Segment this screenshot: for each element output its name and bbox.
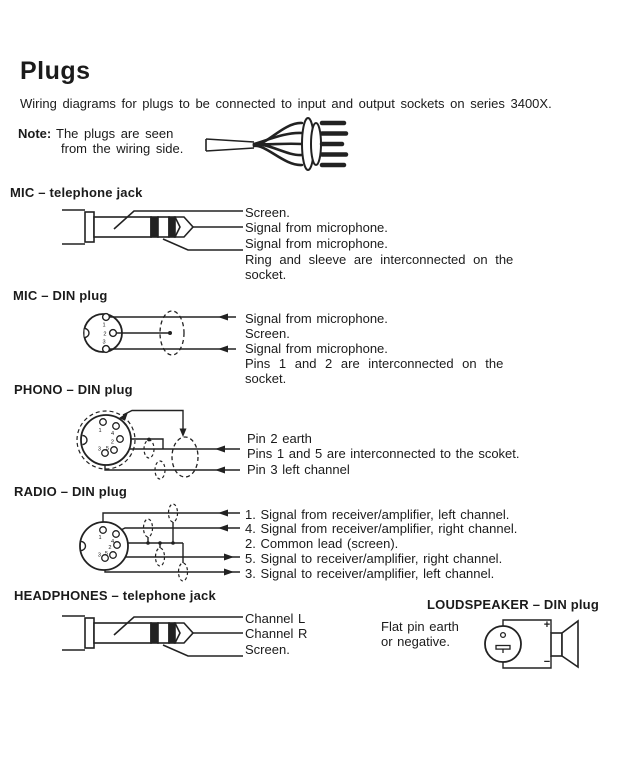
pin-circle-1 (103, 314, 110, 321)
wiring-side-plug-diagram (204, 116, 352, 174)
din-5pin-radio-diagram (58, 503, 243, 585)
din-5pin-phono-diagram (58, 404, 243, 484)
speaker-driver (551, 633, 562, 656)
phono-label-3: Pin 3 left channel (247, 462, 350, 477)
section-heading-phono: PHONO – DIN plug (14, 382, 133, 397)
section-heading-radio: RADIO – DIN plug (14, 484, 127, 499)
section-heading-headphones: HEADPHONES – telephone jack (14, 588, 216, 603)
radio-label-5: 3. Signal to receiver/amplifier, left channel. (245, 566, 495, 581)
headphones-label-3: Screen. (245, 642, 290, 657)
note-line-1: The plugs are seen (56, 126, 174, 141)
arrow-left-icon (218, 525, 228, 532)
jack-sleeve (94, 623, 151, 643)
jack-collar (85, 618, 94, 648)
mic-jack-note-line-2: socket. (245, 267, 287, 282)
pin-circle-1 (100, 419, 107, 426)
mic-din-note-line-2: socket. (245, 371, 287, 386)
jack-ring (158, 623, 169, 643)
insulator-band-1 (151, 623, 158, 643)
din-connector-outline (485, 626, 521, 662)
wires (109, 317, 236, 349)
minus-terminal-label: − (543, 656, 551, 668)
arrow-left-icon (218, 346, 228, 353)
pin-number-5: 5 (105, 446, 109, 452)
mic-din-note-line-1: Pins 1 and 2 are interconnected on the (245, 356, 504, 371)
pin-number-3: 3 (97, 446, 101, 453)
jack-collar (85, 212, 94, 242)
mic-jack-label-2: Signal from microphone. (245, 220, 388, 235)
pin-circle-5 (110, 552, 117, 559)
arrow-left-icon (218, 510, 228, 517)
pin-circle-4 (113, 423, 120, 430)
leader-ring (163, 239, 243, 250)
speaker-cone-icon (562, 621, 578, 667)
pin-number-2: 2 (103, 331, 107, 338)
phone-jack-diagram-mic (58, 198, 243, 256)
arrow-left-icon (218, 314, 228, 321)
arrow-left-icon (215, 467, 225, 474)
cable-screen-symbol (172, 437, 198, 477)
section-heading-loudspeaker: LOUDSPEAKER – DIN plug (427, 597, 599, 612)
jack-tip (175, 623, 193, 643)
insulator-band-2 (169, 623, 175, 643)
pin-number-2: 2 (110, 439, 114, 446)
intro-text: Wiring diagrams for plugs to be connected to input and output sockets on series 3400X. (20, 96, 552, 111)
headphones-label-2: Channel R (245, 626, 308, 641)
pin-circle-2 (110, 330, 117, 337)
note-label: Note: (18, 126, 52, 141)
pin-number-2: 2 (108, 545, 112, 551)
loudspeaker-note-line-1: Flat pin earth (381, 619, 459, 634)
pin-number-3: 3 (97, 552, 101, 559)
junction-dot (158, 541, 162, 545)
pin-circle-2 (114, 542, 121, 549)
radio-label-4: 5. Signal to receiver/amplifier, right channel. (245, 551, 503, 566)
screen-junction-dot (168, 331, 172, 335)
arrow-down-icon (180, 429, 187, 438)
leader-screen (163, 645, 243, 656)
cable-wires (254, 123, 302, 165)
section-heading-mic-jack: MIC – telephone jack (10, 185, 143, 200)
headphones-label-1: Channel L (245, 611, 306, 626)
phone-jack-diagram-headphones (58, 604, 243, 662)
mic-jack-label-1: Screen. (245, 205, 290, 220)
loudspeaker-note-line-2: or negative. (381, 634, 450, 649)
keyway-notch (83, 436, 88, 445)
jack-sleeve (94, 217, 151, 237)
pin-number-1: 1 (98, 428, 102, 434)
keyway-notch (85, 329, 90, 338)
pin-number-4: 4 (110, 431, 115, 437)
jack-tip (175, 217, 193, 237)
junction-dot (147, 438, 151, 442)
arrow-right-icon (224, 569, 234, 576)
pin-circle-5 (111, 447, 118, 454)
arrow-right-icon (224, 554, 234, 561)
insulator-band-2 (169, 217, 175, 237)
din-3pin-diagram (60, 305, 240, 363)
pin-number-1: 1 (98, 535, 102, 541)
pin-circle-3 (103, 346, 110, 353)
pin-circle-4 (113, 531, 120, 538)
note-line-2: from the wiring side. (61, 141, 184, 156)
mic-din-label-2: Screen. (245, 326, 290, 341)
insulator-band-1 (151, 217, 158, 237)
loudspeaker-din-diagram (480, 612, 585, 677)
junction-dot (146, 541, 150, 545)
arrow-left-icon (215, 446, 225, 453)
junction-dot (171, 541, 175, 545)
plus-terminal-label: + (543, 619, 551, 631)
flat-pin (496, 646, 510, 650)
radio-label-1: 1. Signal from receiver/amplifier, left channel. (245, 507, 510, 522)
pin-number-1: 1 (102, 322, 106, 329)
radio-label-2: 4. Signal from receiver/amplifier, right channel. (245, 521, 518, 536)
plug-collar-inner (311, 123, 321, 165)
pin-circle-1 (100, 527, 107, 534)
plug-pins (322, 123, 346, 165)
mic-jack-label-3: Signal from microphone. (245, 236, 388, 251)
jack-ring (158, 217, 169, 237)
radio-label-3: 2. Common lead (screen). (245, 536, 399, 551)
section-heading-mic-din: MIC – DIN plug (13, 288, 108, 303)
phono-label-1: Pin 2 earth (247, 431, 312, 446)
mic-din-label-3: Signal from microphone. (245, 341, 388, 356)
pin-circle-2 (117, 436, 124, 443)
mic-din-label-1: Signal from microphone. (245, 311, 388, 326)
cable (206, 139, 254, 151)
phono-label-2: Pins 1 and 5 are interconnected to the scoket. (247, 446, 520, 461)
mic-jack-note-line-1: Ring and sleeve are interconnected on the (245, 252, 514, 267)
pin-number-4: 4 (110, 539, 115, 545)
pin-number-5: 5 (104, 551, 108, 557)
pin-number-3: 3 (102, 339, 106, 346)
round-pin (501, 633, 506, 638)
page-title: Plugs (20, 57, 91, 85)
keyway-notch (81, 542, 86, 551)
